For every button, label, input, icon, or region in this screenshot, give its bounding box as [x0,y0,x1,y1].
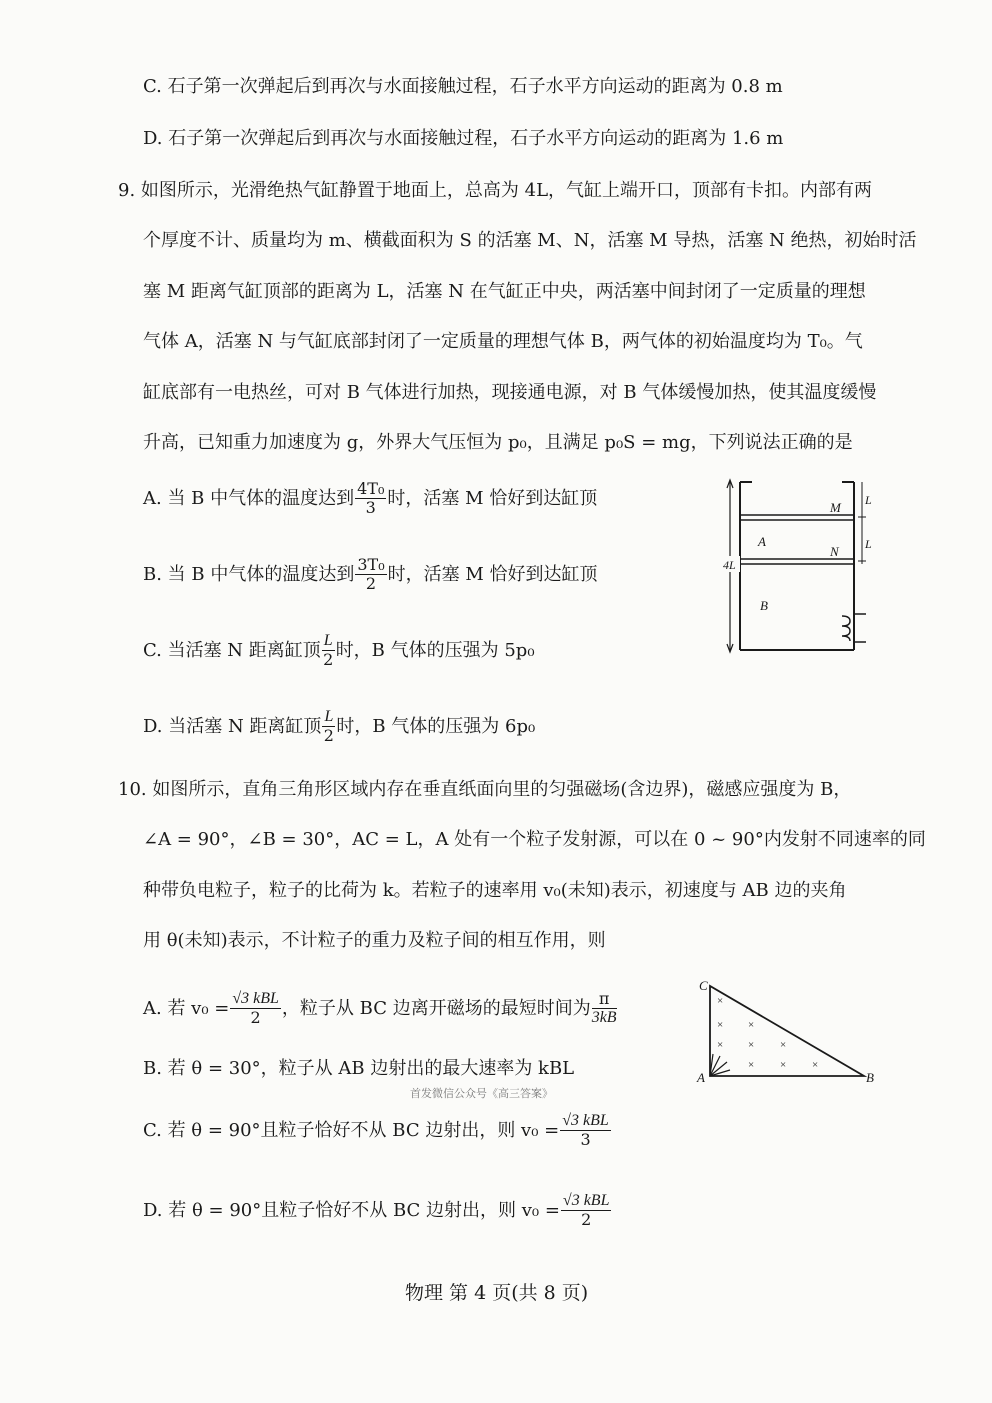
triangle-region [710,986,864,1076]
q9-option-c: C. 当活塞 N 距离缸顶 $\frac{L}{2}$ 时，B 气体的压强为 5p₀ [143,632,535,670]
label-4l: 4L [723,558,736,572]
q10-stem-line-2: ∠A = 90°，∠B = 30°，AC = L，A 处有一个粒子发射源，可以在 0 ~ 90°内发射不同速率的同 [143,829,926,850]
fraction: $\frac{\text{√3 kBL}}{2}$ [562,1192,610,1230]
q9-cylinder-diagram [722,476,872,656]
field-cross-icon: × [717,995,724,1007]
fraction: $\frac{\pi}{3kB}$ [591,989,617,1027]
field-cross-icon: × [748,1059,755,1071]
label-l-top: L [865,493,872,507]
watermark: 首发微信公众号《高三答案》 [410,1087,553,1100]
q10-triangle-diagram [694,978,884,1088]
q9-stem-line-4: 气体 A，活塞 N 与气缸底部封闭了一定质量的理想气体 B，两气体的初始温度均为 T₀。气 [143,331,863,352]
label-m: M [830,500,841,515]
q9-stem-line-5: 缸底部有一电热丝，可对 B 气体进行加热，现接通电源，对 B 气体缓慢加热，使其温度缓慢 [143,382,877,403]
q10-option-d: D. 若 θ = 90°且粒子恰好不从 BC 边射出，则 v₀ = $\frac{\text{√3 kBL}}{2}$ [143,1192,610,1230]
q8-option-c: C. 石子第一次弹起后到再次与水面接触过程，石子水平方向运动的距离为 0.8 m [143,76,783,97]
q10-option-b: B. 若 θ = 30°，粒子从 AB 边射出的最大速率为 kBL [143,1058,575,1079]
q9-stem-line-1: 9. 如图所示，光滑绝热气缸静置于地面上，总高为 4L，气缸上端开口，顶部有卡扣。内部有两 [118,180,873,201]
field-cross-icon: × [717,1039,724,1051]
q10-option-c: C. 若 θ = 90°且粒子恰好不从 BC 边射出，则 v₀ = $\frac{\text{√3 kBL}}{3}$ [143,1112,609,1150]
field-cross-icon: × [780,1059,787,1071]
field-cross-icon: × [780,1039,787,1051]
label-n: N [830,544,839,559]
q10-stem-line-3: 种带负电粒子，粒子的比荷为 k。若粒子的速率用 v₀(未知)表示，初速度与 AB 边的夹角 [143,880,847,901]
q9-stem-line-6: 升高，已知重力加速度为 g，外界大气压恒为 p₀，且满足 p₀S = mg，下列说法正确的是 [143,432,853,453]
label-a: A [758,534,766,549]
q10-stem-line-4: 用 θ(未知)表示，不计粒子的重力及粒子间的相互作用，则 [143,930,606,951]
particle-directions-icon [710,1054,730,1076]
q10-stem-line-1: 10. 如图所示，直角三角形区域内存在垂直纸面向里的匀强磁场(含边界)，磁感应强度为 B， [118,779,852,800]
field-cross-icon: × [748,1039,755,1051]
piston-m [740,515,854,520]
field-cross-icon: × [748,1019,755,1031]
page-footer: 物理 第 4 页(共 8 页) [405,1282,589,1304]
label-l-bottom: L [865,537,872,551]
q9-option-b: B. 当 B 中气体的温度达到 $\frac{\text{3T₀}}{2}$ 时，活塞 M 恰好到达缸顶 [143,555,598,594]
label-b: B [760,598,768,613]
field-cross-icon: × [812,1059,819,1071]
q9-option-a: A. 当 B 中气体的温度达到 $\frac{\text{4T₀}}{3}$ 时，活塞 M 恰好到达缸顶 [143,479,598,518]
fraction: $\frac{\text{4T₀}}{3}$ [357,479,385,518]
fraction: $\frac{L}{2}$ [323,632,334,670]
vertex-b: B [866,1070,874,1085]
fraction: $\frac{\text{3T₀}}{2}$ [357,555,385,594]
vertex-a: A [697,1070,705,1085]
field-cross-icon: × [717,1019,724,1031]
q8-option-d: D. 石子第一次弹起后到再次与水面接触过程，石子水平方向运动的距离为 1.6 m [143,128,784,149]
fraction: $\frac{\text{√3 kBL}}{2}$ [232,990,279,1028]
fraction: $\frac{\text{√3 kBL}}{3}$ [562,1112,609,1150]
q9-stem-line-2: 个厚度不计、质量均为 m、横截面积为 S 的活塞 M、N，活塞 M 导热，活塞 N 绝热，初始时活 [143,230,917,251]
piston-n [740,559,854,564]
vertex-c: C [699,978,708,993]
q9-option-d: D. 当活塞 N 距离缸顶 $\frac{L}{2}$ 时，B 气体的压强为 6p₀ [143,708,536,746]
q10-option-a: A. 若 v₀ = $\frac{\text{√3 kBL}}{2}$ ，粒子从 BC 边离开磁场的最短时间为 $\frac{\pi}{3kB}$ [143,989,617,1028]
fraction: $\frac{L}{2}$ [323,708,334,746]
q9-stem-line-3: 塞 M 距离气缸顶部的距离为 L，活塞 N 在气缸正中央，两活塞中间封闭了一定质量的理想 [143,281,866,302]
